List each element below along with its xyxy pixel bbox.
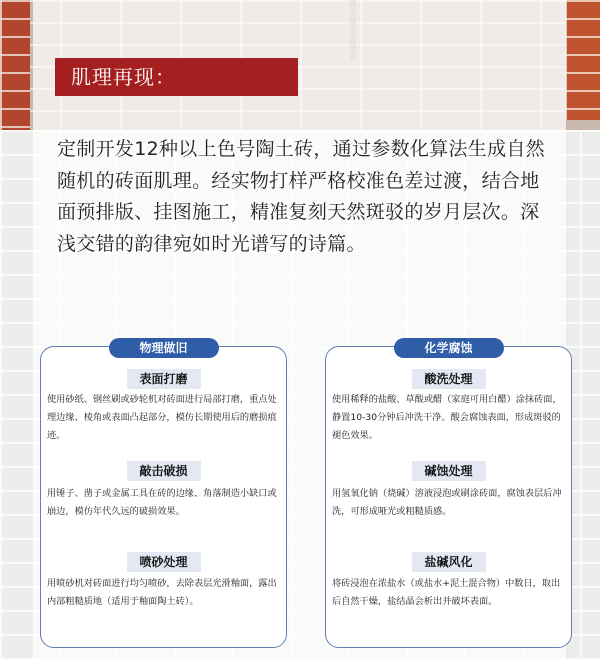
- technique-description: 将砖浸泡在浓盐水（或盐水+泥土混合物）中数日，取出后自然干燥，盐结晶会析出并破坏表面。: [332, 578, 561, 607]
- technique-label: 碱蚀处理: [412, 461, 486, 481]
- technique-description: 用锤子、凿子或金属工具在砖的边缘、角落制造小缺口或崩边，模仿年代久远的破损效果。: [47, 488, 277, 517]
- card-title: 物理做旧: [109, 338, 219, 358]
- card-chemical-corrosion: [325, 341, 572, 648]
- technique-description: 用氢氧化钠（烧碱）溶液浸泡或刷涂砖面，腐蚀表层后冲洗，可形成哑光或粗糙质感。: [332, 488, 562, 517]
- technique-label: 盐碱风化: [412, 552, 486, 572]
- red-brick-strip-left: [0, 0, 30, 130]
- card-physical-aging: [40, 341, 287, 648]
- technique-label: 酸洗处理: [412, 369, 486, 389]
- technique-description: 用喷砂机对砖面进行均匀喷砂，去除表层光滑釉面，露出内部粗糙质地（适用于釉面陶土砖）。: [47, 578, 277, 607]
- technique-label: 喷砂处理: [127, 552, 201, 572]
- technique-description: 使用稀释的盐酸、草酸或醋（家庭可用白醋）涂抹砖面，静置10-30分钟后冲洗干净。酸会腐蚀表面，形成斑驳的褪色效果。: [332, 394, 562, 441]
- card-title: 化学腐蚀: [394, 338, 504, 358]
- technique-label: 表面打磨: [127, 369, 201, 389]
- intro-paragraph: 定制开发12种以上色号陶土砖，通过参数化算法生成自然随机的砖面肌理。经实物打样严格校准色差过渡，结合地面预排版、挂图施工，精准复刻天然斑驳的岁月层次。深浅交错的韵律宛如时光谱写的诗篇。: [57, 138, 545, 255]
- section-title: 肌理再现：: [55, 58, 298, 96]
- red-brick-strip-right: [565, 0, 600, 120]
- technique-description: 使用砂纸、钢丝刷或砂轮机对砖面进行局部打磨，重点处理边缘、棱角或表面凸起部分，模仿长期使用后的磨损痕迹。: [47, 394, 277, 441]
- technique-label: 敲击破损: [127, 461, 201, 481]
